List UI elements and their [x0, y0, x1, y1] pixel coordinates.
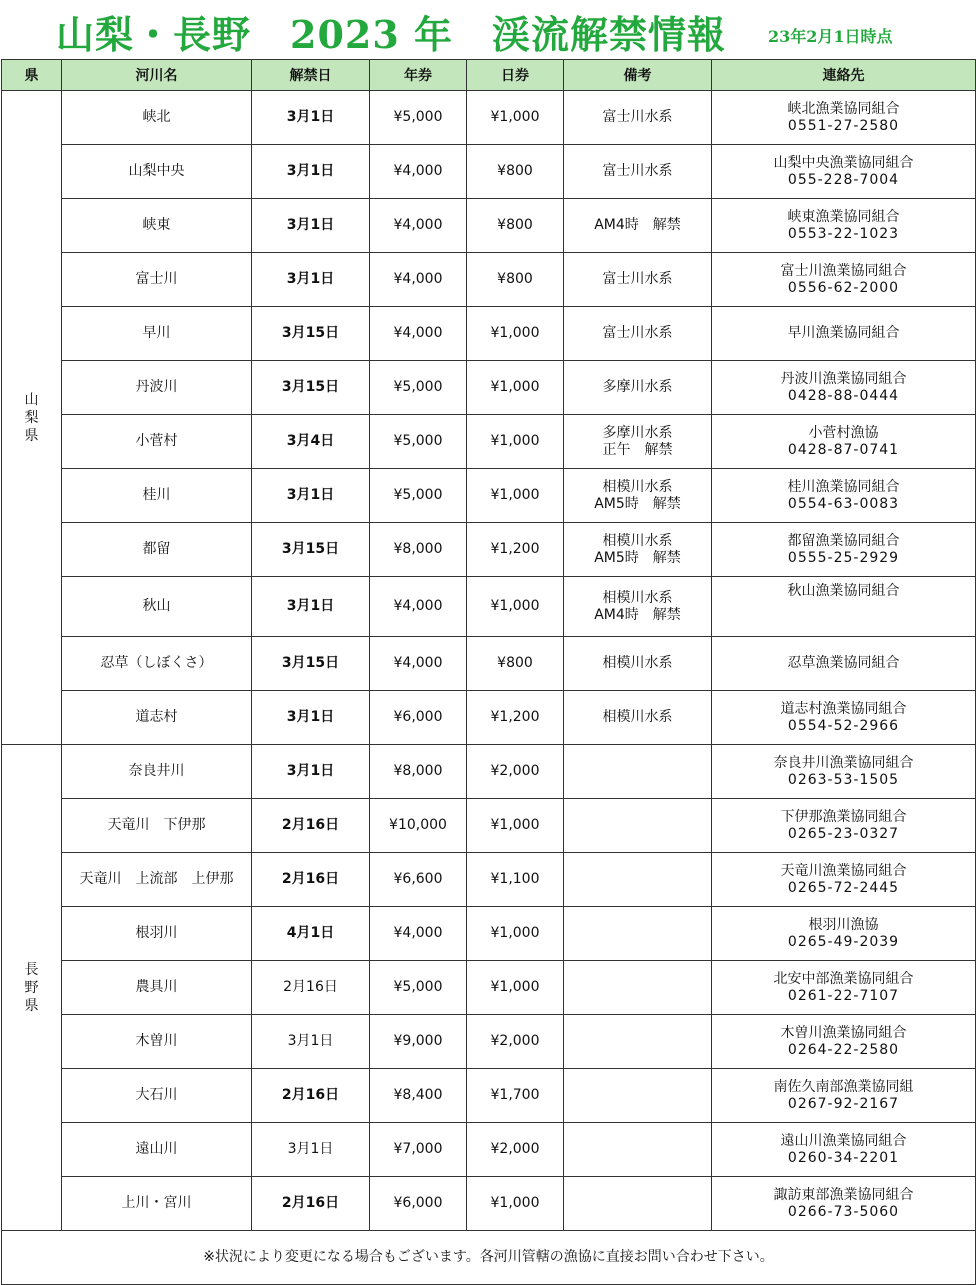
release-date: 3月4日 [252, 415, 370, 469]
annual-ticket: ¥6,000 [370, 1177, 467, 1231]
contact-name: 木曽川漁業協同組合 [780, 1025, 907, 1042]
table-row [2, 691, 976, 745]
annual-ticket: ¥8,000 [370, 745, 467, 799]
contact-cell [712, 469, 976, 523]
contact-cell [712, 253, 976, 307]
annual-ticket: ¥9,000 [370, 1015, 467, 1069]
day-ticket: ¥1,200 [467, 523, 564, 577]
contact-cell [712, 745, 976, 799]
contact-name: 下伊那漁業協同組合 [780, 809, 907, 826]
table-row [2, 577, 976, 637]
as-of-date: 23年2月1日時点 [768, 27, 893, 46]
table-row [2, 199, 976, 253]
river-name: 遠山川 [62, 1123, 252, 1177]
contact-name: 山梨中央漁業協同組合 [773, 155, 914, 172]
table-row [2, 469, 976, 523]
day-ticket: ¥800 [467, 637, 564, 691]
day-ticket: ¥1,700 [467, 1069, 564, 1123]
annual-ticket: ¥4,000 [370, 307, 467, 361]
contact-cell [712, 853, 976, 907]
release-date: 3月1日 [252, 745, 370, 799]
contact-name: 小菅村漁協 [808, 425, 879, 442]
contact-name: 北安中部漁業協同組合 [773, 971, 914, 988]
annual-ticket: ¥5,000 [370, 415, 467, 469]
annual-ticket: ¥7,000 [370, 1123, 467, 1177]
notes-cell [564, 1177, 712, 1231]
note-line: 富士川水系 [602, 163, 673, 180]
prefecture-cell [2, 91, 62, 745]
prefecture-cell [2, 745, 62, 1231]
note-line: 正午 解禁 [602, 441, 673, 458]
notes-cell [564, 199, 712, 253]
notes-cell [564, 907, 712, 961]
river-name: 上川・宮川 [62, 1177, 252, 1231]
footer-note: ※状況により変更になる場合もございます。各河川管轄の漁協に直接お問い合わせ下さい。 [2, 1231, 976, 1285]
contact-cell [712, 523, 976, 577]
release-date: 2月16日 [252, 1069, 370, 1123]
header-row [2, 60, 976, 91]
notes-cell [564, 1015, 712, 1069]
table-row [2, 253, 976, 307]
note-line: 富士川水系 [602, 325, 673, 342]
release-date: 3月1日 [252, 691, 370, 745]
release-date: 2月16日 [252, 1177, 370, 1231]
notes-cell [564, 415, 712, 469]
annual-ticket: ¥4,000 [370, 907, 467, 961]
header-notes: 備考 [564, 60, 712, 91]
table-row [2, 1177, 976, 1231]
day-ticket: ¥1,000 [467, 907, 564, 961]
contact-cell [712, 1177, 976, 1231]
contact-phone: 0554-63-0083 [787, 495, 900, 512]
footer-row [2, 1231, 976, 1285]
notes-cell [564, 361, 712, 415]
contact-cell [712, 907, 976, 961]
contact-phone: 0553-22-1023 [787, 225, 900, 242]
release-date: 2月16日 [252, 853, 370, 907]
header-river: 河川名 [62, 60, 252, 91]
release-date: 3月15日 [252, 523, 370, 577]
release-info-table [1, 59, 976, 1285]
table-row [2, 1015, 976, 1069]
table-row [2, 361, 976, 415]
river-name: 峡東 [62, 199, 252, 253]
contact-phone: 0261-22-7107 [787, 987, 900, 1004]
contact-cell [712, 691, 976, 745]
day-ticket: ¥800 [467, 199, 564, 253]
day-ticket: ¥800 [467, 145, 564, 199]
river-name: 早川 [62, 307, 252, 361]
notes-cell [564, 253, 712, 307]
day-ticket: ¥1,000 [467, 91, 564, 145]
table-row [2, 1069, 976, 1123]
notes-cell [564, 577, 712, 637]
day-ticket: ¥1,000 [467, 577, 564, 637]
title-bar [0, 0, 976, 58]
river-name: 農具川 [62, 961, 252, 1015]
release-date: 3月1日 [252, 1015, 370, 1069]
notes-cell [564, 145, 712, 199]
contact-name: 忍草漁業協同組合 [787, 655, 900, 672]
annual-ticket: ¥5,000 [370, 361, 467, 415]
annual-ticket: ¥4,000 [370, 199, 467, 253]
contact-phone: 0265-23-0327 [787, 825, 900, 842]
day-ticket: ¥1,000 [467, 961, 564, 1015]
table-row [2, 637, 976, 691]
contact-name: 都留漁業協同組合 [787, 533, 900, 550]
table-row [2, 91, 976, 145]
river-name: 峡北 [62, 91, 252, 145]
note-line: AM4時 解禁 [594, 606, 681, 623]
river-name: 丹波川 [62, 361, 252, 415]
note-line: AM5時 解禁 [594, 549, 681, 566]
release-date: 3月1日 [252, 91, 370, 145]
contact-name: 根羽川漁協 [808, 917, 879, 934]
note-line: 相模川水系 [602, 655, 673, 672]
day-ticket: ¥1,000 [467, 799, 564, 853]
day-ticket: ¥1,000 [467, 307, 564, 361]
annual-ticket: ¥6,000 [370, 691, 467, 745]
river-name: 天竜川 上流部 上伊那 [62, 853, 252, 907]
contact-cell [712, 961, 976, 1015]
river-name: 奈良井川 [62, 745, 252, 799]
contact-phone: 0265-49-2039 [787, 933, 900, 950]
river-name: 根羽川 [62, 907, 252, 961]
release-date: 3月15日 [252, 307, 370, 361]
table-body [2, 91, 976, 1231]
notes-cell [564, 1123, 712, 1177]
note-line: AM5時 解禁 [594, 495, 681, 512]
contact-name: 奈良井川漁業協同組合 [773, 755, 914, 772]
contact-cell [712, 1015, 976, 1069]
table-row [2, 799, 976, 853]
contact-cell [712, 577, 976, 637]
release-date: 2月16日 [252, 961, 370, 1015]
note-line: 相模川水系 [602, 479, 673, 496]
contact-name: 桂川漁業協同組合 [787, 479, 900, 496]
river-name: 木曽川 [62, 1015, 252, 1069]
release-date: 4月1日 [252, 907, 370, 961]
annual-ticket: ¥8,400 [370, 1069, 467, 1123]
river-name: 大石川 [62, 1069, 252, 1123]
contact-cell [712, 415, 976, 469]
notes-cell [564, 1069, 712, 1123]
contact-cell [712, 361, 976, 415]
notes-cell [564, 799, 712, 853]
annual-ticket: ¥5,000 [370, 961, 467, 1015]
contact-name: 南佐久南部漁業協同組 [773, 1079, 914, 1096]
contact-phone: 0266-73-5060 [787, 1203, 900, 1220]
day-ticket: ¥1,000 [467, 1177, 564, 1231]
note-line: 富士川水系 [602, 109, 673, 126]
release-date: 3月1日 [252, 145, 370, 199]
header-annual-ticket: 年券 [370, 60, 467, 91]
note-line: 相模川水系 [602, 709, 673, 726]
note-line: 相模川水系 [602, 590, 673, 607]
notes-cell [564, 961, 712, 1015]
note-line: 相模川水系 [602, 533, 673, 550]
release-date: 3月1日 [252, 199, 370, 253]
day-ticket: ¥1,000 [467, 361, 564, 415]
contact-name: 秋山漁業協同組合 [787, 583, 900, 599]
notes-cell [564, 637, 712, 691]
contact-phone: 0260-34-2201 [787, 1149, 900, 1166]
contact-cell [712, 1069, 976, 1123]
table-row [2, 853, 976, 907]
table-row [2, 307, 976, 361]
contact-phone: 0267-92-2167 [787, 1095, 900, 1112]
annual-ticket: ¥5,000 [370, 91, 467, 145]
table-row [2, 415, 976, 469]
notes-cell [564, 91, 712, 145]
contact-name: 遠山川漁業協同組合 [780, 1133, 907, 1150]
release-date: 3月1日 [252, 253, 370, 307]
river-name: 忍草（しぼくさ） [62, 637, 252, 691]
table-row [2, 907, 976, 961]
header-contact: 連絡先 [712, 60, 976, 91]
contact-phone: 0263-53-1505 [787, 771, 900, 788]
contact-cell [712, 91, 976, 145]
release-date: 3月1日 [252, 1123, 370, 1177]
notes-cell [564, 523, 712, 577]
annual-ticket: ¥10,000 [370, 799, 467, 853]
note-line: AM4時 解禁 [594, 217, 681, 234]
header-day-ticket: 日券 [467, 60, 564, 91]
contact-cell [712, 145, 976, 199]
table-row [2, 523, 976, 577]
prefecture-label: 山梨県 [24, 391, 39, 444]
table-row [2, 745, 976, 799]
table-row [2, 145, 976, 199]
contact-phone: 0555-25-2929 [787, 549, 900, 566]
annual-ticket: ¥4,000 [370, 253, 467, 307]
day-ticket: ¥1,200 [467, 691, 564, 745]
annual-ticket: ¥6,600 [370, 853, 467, 907]
day-ticket: ¥1,000 [467, 469, 564, 523]
day-ticket: ¥2,000 [467, 745, 564, 799]
release-date: 2月16日 [252, 799, 370, 853]
contact-name: 峡北漁業協同組合 [787, 101, 900, 118]
contact-name: 富士川漁業協同組合 [780, 263, 907, 280]
annual-ticket: ¥4,000 [370, 577, 467, 637]
contact-cell [712, 799, 976, 853]
release-date: 3月15日 [252, 637, 370, 691]
day-ticket: ¥2,000 [467, 1123, 564, 1177]
contact-phone: 0264-22-2580 [787, 1041, 900, 1058]
note-line: 多摩川水系 [602, 425, 673, 442]
contact-cell [712, 307, 976, 361]
annual-ticket: ¥8,000 [370, 523, 467, 577]
page-title: 山梨・長野 2023 年 渓流解禁情報 [56, 12, 726, 57]
contact-cell [712, 637, 976, 691]
day-ticket: ¥2,000 [467, 1015, 564, 1069]
annual-ticket: ¥4,000 [370, 637, 467, 691]
contact-name: 早川漁業協同組合 [787, 325, 900, 342]
header-release-date: 解禁日 [252, 60, 370, 91]
contact-name: 道志村漁業協同組合 [780, 701, 907, 718]
contact-phone: 0551-27-2580 [787, 117, 900, 134]
release-date: 3月1日 [252, 577, 370, 637]
day-ticket: ¥800 [467, 253, 564, 307]
contact-phone: 0428-88-0444 [787, 387, 900, 404]
river-name: 天竜川 下伊那 [62, 799, 252, 853]
table-row [2, 961, 976, 1015]
river-name: 小菅村 [62, 415, 252, 469]
notes-cell [564, 691, 712, 745]
annual-ticket: ¥4,000 [370, 145, 467, 199]
contact-phone: 0554-52-2966 [787, 717, 900, 734]
contact-cell [712, 199, 976, 253]
contact-name: 諏訪東部漁業協同組合 [773, 1187, 914, 1204]
river-name: 桂川 [62, 469, 252, 523]
river-name: 秋山 [62, 577, 252, 637]
release-date: 3月15日 [252, 361, 370, 415]
release-date: 3月1日 [252, 469, 370, 523]
notes-cell [564, 853, 712, 907]
contact-phone: 0428-87-0741 [787, 441, 900, 458]
river-name: 道志村 [62, 691, 252, 745]
contact-name: 天竜川漁業協同組合 [780, 863, 907, 880]
table-row [2, 1123, 976, 1177]
notes-cell [564, 307, 712, 361]
note-line: 富士川水系 [602, 271, 673, 288]
annual-ticket: ¥5,000 [370, 469, 467, 523]
contact-phone: 0265-72-2445 [787, 879, 900, 896]
day-ticket: ¥1,000 [467, 415, 564, 469]
contact-phone: 0556-62-2000 [787, 279, 900, 296]
contact-cell [712, 1123, 976, 1177]
day-ticket: ¥1,100 [467, 853, 564, 907]
river-name: 山梨中央 [62, 145, 252, 199]
contact-phone: 055-228-7004 [787, 171, 900, 188]
contact-name: 丹波川漁業協同組合 [780, 371, 907, 388]
river-name: 都留 [62, 523, 252, 577]
contact-name: 峡東漁業協同組合 [787, 209, 900, 226]
prefecture-label: 長野県 [24, 961, 39, 1014]
note-line: 多摩川水系 [602, 379, 673, 396]
header-prefecture: 県 [2, 60, 62, 91]
notes-cell [564, 745, 712, 799]
notes-cell [564, 469, 712, 523]
river-name: 富士川 [62, 253, 252, 307]
